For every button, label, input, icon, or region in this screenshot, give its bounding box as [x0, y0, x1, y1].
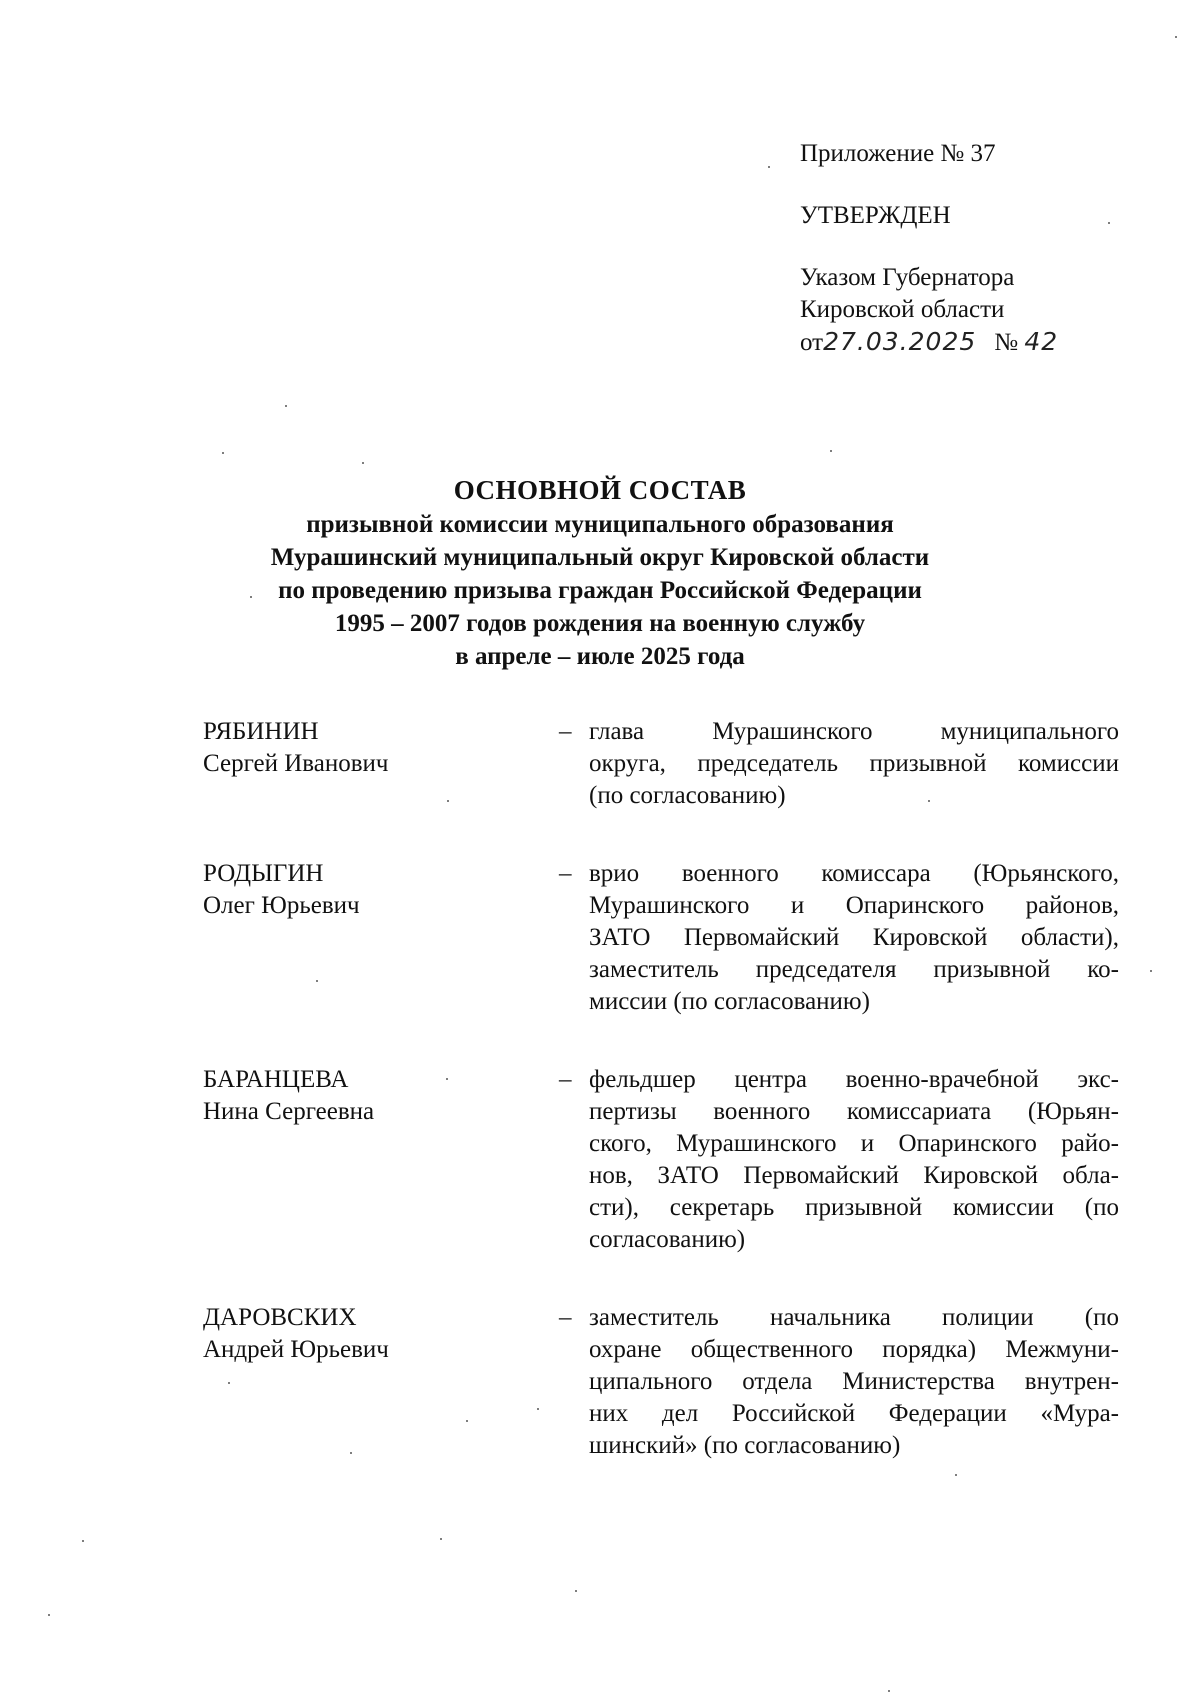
role-line: Мурашинского и Опаринского районов, — [589, 892, 1119, 919]
decree-date-line — [800, 326, 1130, 359]
scan-speck — [1175, 36, 1177, 38]
role-line: ципального отдела Министерства внутрен- — [589, 1368, 1119, 1395]
scan-speck — [447, 800, 449, 802]
scan-speck — [537, 1408, 539, 1410]
title-line-1: призывной комиссии муниципального образования — [306, 511, 894, 538]
role-line: заместитель председателя призывной ко- — [589, 956, 1119, 983]
role-line: заместитель начальника полиции (по — [589, 1304, 1119, 1331]
role-line: (по согласованию) — [589, 782, 786, 809]
handwritten-date: 27.03.2025 — [823, 327, 977, 356]
role-line: сти), секретарь призывной комиссии (по — [589, 1194, 1119, 1221]
member-name — [203, 858, 553, 922]
member-given-name: Андрей Юрьевич — [203, 1336, 389, 1363]
scan-speck — [830, 450, 832, 452]
scan-speck — [466, 1420, 468, 1422]
scan-speck — [316, 980, 318, 982]
title-main: ОСНОВНОЙ СОСТАВ — [453, 475, 747, 505]
member-surname: РЯБИНИН — [203, 718, 319, 745]
approved-label: УТВЕРЖДЕН — [800, 202, 951, 229]
scan-speck — [1108, 222, 1110, 224]
scan-speck — [575, 1590, 577, 1592]
title-line-5: в апреле – июле 2025 года — [455, 643, 745, 670]
date-prefix: от — [800, 329, 824, 356]
title-line-3: по проведению призыва граждан Российской Федерации — [278, 577, 922, 604]
decree-line-1: Указом Губернатора — [800, 264, 1015, 291]
member-dash: – — [559, 1066, 572, 1093]
document-title — [0, 472, 1200, 673]
scan-speck — [1150, 970, 1152, 972]
member-surname: РОДЫГИН — [203, 860, 324, 887]
role-line: фельдшер центра военно-врачебной экс- — [589, 1066, 1119, 1093]
title-line-4: 1995 – 2007 годов рождения на военную службу — [334, 610, 866, 637]
member-given-name: Сергей Иванович — [203, 750, 389, 777]
scan-speck — [222, 452, 224, 454]
role-line: охране общественного порядка) Межмуни- — [589, 1336, 1119, 1363]
scan-speck — [285, 405, 287, 407]
title-line-2: Мурашинский муниципальный округ Кировской области — [270, 544, 930, 571]
handwritten-number: 42 — [1024, 327, 1059, 356]
member-entry — [203, 716, 1119, 812]
role-line: округа, председатель призывной комиссии — [589, 750, 1119, 777]
scan-speck — [48, 1614, 50, 1616]
role-line: врио военного комиссара (Юрьянского, — [589, 860, 1119, 887]
scan-speck — [440, 1538, 442, 1540]
scan-speck — [888, 1690, 890, 1692]
scan-speck — [350, 1452, 352, 1454]
number-label: № — [994, 329, 1019, 356]
approval-stamp-block — [800, 138, 1130, 359]
member-name — [203, 716, 553, 780]
member-list — [203, 716, 1119, 1462]
role-line: нов, ЗАТО Первомайский Кировской обла- — [589, 1162, 1119, 1189]
member-entry — [203, 858, 1119, 1018]
scan-speck — [250, 596, 252, 598]
appendix-number: Приложение № 37 — [800, 140, 996, 167]
scan-speck — [928, 800, 930, 802]
member-dash: – — [559, 718, 572, 745]
scan-speck — [955, 1474, 957, 1476]
member-entry — [203, 1302, 1119, 1462]
role-line: пертизы военного комиссариата (Юрьян- — [589, 1098, 1119, 1125]
role-line: согласованию) — [589, 1226, 746, 1253]
scan-speck — [768, 166, 770, 168]
role-line: ского, Мурашинского и Опаринского райо- — [589, 1130, 1119, 1157]
member-role — [589, 716, 1119, 812]
member-dash: – — [559, 1304, 572, 1331]
member-entry — [203, 1064, 1119, 1256]
member-role — [589, 1064, 1119, 1256]
scan-speck — [446, 1078, 448, 1080]
decree-line-2: Кировской области — [800, 296, 1005, 323]
member-dash: – — [559, 860, 572, 887]
scan-speck — [228, 1382, 230, 1384]
role-line: миссии (по согласованию) — [589, 988, 870, 1015]
role-line: них дел Российской Федерации «Мура- — [589, 1400, 1119, 1427]
member-name — [203, 1302, 553, 1366]
member-given-name: Нина Сергеевна — [203, 1098, 375, 1125]
member-surname: БАРАНЦЕВА — [203, 1066, 349, 1093]
member-surname: ДАРОВСКИХ — [203, 1304, 357, 1331]
scan-speck — [362, 462, 364, 464]
role-line: глава Мурашинского муниципального — [589, 718, 1119, 745]
scan-speck — [82, 1540, 84, 1542]
role-line: ЗАТО Первомайский Кировской области), — [589, 924, 1119, 951]
member-given-name: Олег Юрьевич — [203, 892, 360, 919]
member-role — [589, 1302, 1119, 1462]
member-name — [203, 1064, 553, 1128]
member-role — [589, 858, 1119, 1018]
role-line: шинский» (по согласованию) — [589, 1432, 901, 1459]
